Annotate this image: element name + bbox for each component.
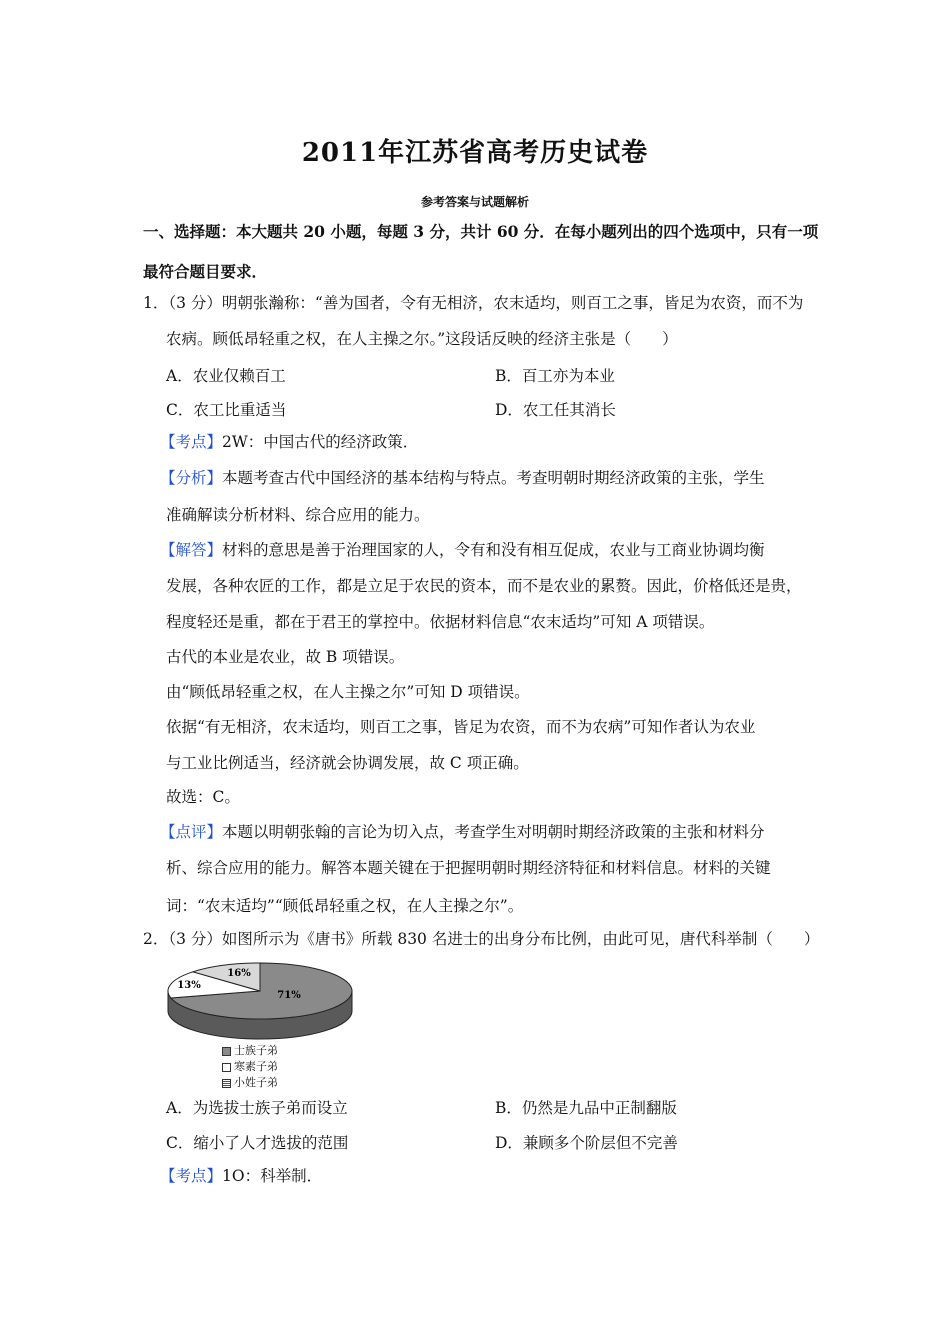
q2-kaodian-text: 1O：科举制． [222, 1167, 323, 1185]
legend-label-xiaoxing: 小姓子弟 [234, 1076, 278, 1089]
q2-kaodian [160, 1166, 322, 1186]
page-subtitle: 参考答案与试题解析 [420, 195, 529, 209]
q1-fenxi-text: 本题考查古代中国经济的基本结构与特点。考查明朝时期经济政策的主张，学生 [222, 469, 765, 487]
q2-option-c: C．缩小了人才选拔的范围 [166, 1134, 349, 1152]
legend-item-shizu [222, 1043, 278, 1059]
q1-stem-cont: 农病。顾低昂轻重之权，在人主操之尔。”这段话反映的经济主张是（ ） [166, 330, 678, 348]
q1-jieda-line6: 依据“有无相济，农末适均，则百工之事，皆足为农资，而不为农病”可知作者认为农业 [166, 718, 756, 736]
pie-label-71: 71% [277, 990, 301, 1001]
q1-dianping-line3: 词：“农末适均”“顾低昂轻重之权，在人主操之尔”。 [166, 897, 524, 915]
q2-option-a: A．为选拔士族子弟而设立 [166, 1099, 348, 1117]
q1-option-b: B．百工亦为本业 [495, 367, 615, 385]
legend-swatch-xiaoxing [222, 1079, 231, 1088]
legend-label-hansu: 寒素子弟 [234, 1060, 278, 1073]
q1-dianping-line2: 析、综合应用的能力。解答本题关键在于把握明朝时期经济特征和材料信息。材料的关键 [166, 859, 771, 877]
q1-jieda-line4: 古代的本业是农业，故 B 项错误。 [166, 648, 405, 666]
q1-option-a: A．农业仅赖百工 [166, 367, 286, 385]
pie-label-16: 16% [227, 968, 251, 979]
q1-dianping [160, 822, 765, 842]
legend-item-hansu [222, 1059, 278, 1075]
q1-jieda-line3: 程度轻还是重，都在于君王的掌控中。依据材料信息“农末适均”可知 A 项错误。 [166, 613, 715, 631]
kaodian-tag: 【考点】 [160, 1167, 223, 1185]
jieda-tag: 【解答】 [160, 541, 223, 559]
q1-kaodian-text: 2W：中国古代的经济政策． [222, 433, 419, 451]
page-title: 2011年江苏省高考历史试卷 [301, 138, 649, 168]
q1-stem: 1．（3 分）明朝张瀚称：“善为国者，令有无相济，农末适均，则百工之事，皆足为农资，而不为 [143, 294, 804, 312]
q1-jieda-line2: 发展，各种农匠的工作，都是立足于农民的资本，而不是农业的累赘。因此，价格低还是贵， [166, 577, 802, 595]
q1-jieda-text: 材料的意思是善于治理国家的人，令有和没有相互促成，农业与工商业协调均衡 [222, 541, 765, 559]
q2-stem: 2．（3 分）如图所示为《唐书》所载 830 名进士的出身分布比例，由此可见，唐代科举制（ ） [143, 930, 820, 948]
q1-kaodian [160, 432, 418, 452]
q1-jieda-line5: 由“顾低昂轻重之权，在人主操之尔”可知 D 项错误。 [166, 683, 530, 701]
section-heading-cont: 最符合题目要求． [143, 262, 268, 281]
kaodian-tag: 【考点】 [160, 433, 223, 451]
q2-option-d: D．兼顾多个阶层但不完善 [495, 1134, 678, 1152]
q1-fenxi-cont: 准确解读分析材料、综合应用的能力。 [166, 506, 430, 524]
q1-dianping-text: 本题以明朝张翰的言论为切入点，考查学生对明朝时期经济政策的主张和材料分 [222, 823, 765, 841]
legend-item-xiaoxing [222, 1075, 278, 1091]
q1-answer: 故选：C。 [166, 788, 240, 806]
dianping-tag: 【点评】 [160, 823, 223, 841]
q1-jieda-line7: 与工业比例适当，经济就会协调发展，故 C 项正确。 [166, 754, 529, 772]
fenxi-tag: 【分析】 [160, 469, 223, 487]
legend-swatch-shizu [222, 1047, 231, 1056]
q1-fenxi [160, 468, 765, 488]
q2-option-b: B．仍然是九品中正制翻版 [495, 1099, 677, 1117]
legend-label-shizu: 士族子弟 [234, 1044, 278, 1057]
legend-swatch-hansu [222, 1063, 231, 1072]
pie-label-13: 13% [177, 980, 201, 991]
section-heading: 一、选择题：本大题共 20 小题，每题 3 分，共计 60 分．在每小题列出的四个选项中，只有一项 [143, 222, 819, 241]
pie-legend [222, 1043, 278, 1091]
q1-jieda [160, 540, 765, 560]
q1-option-d: D．农工任其消长 [495, 401, 616, 419]
q1-option-c: C．农工比重适当 [166, 401, 287, 419]
